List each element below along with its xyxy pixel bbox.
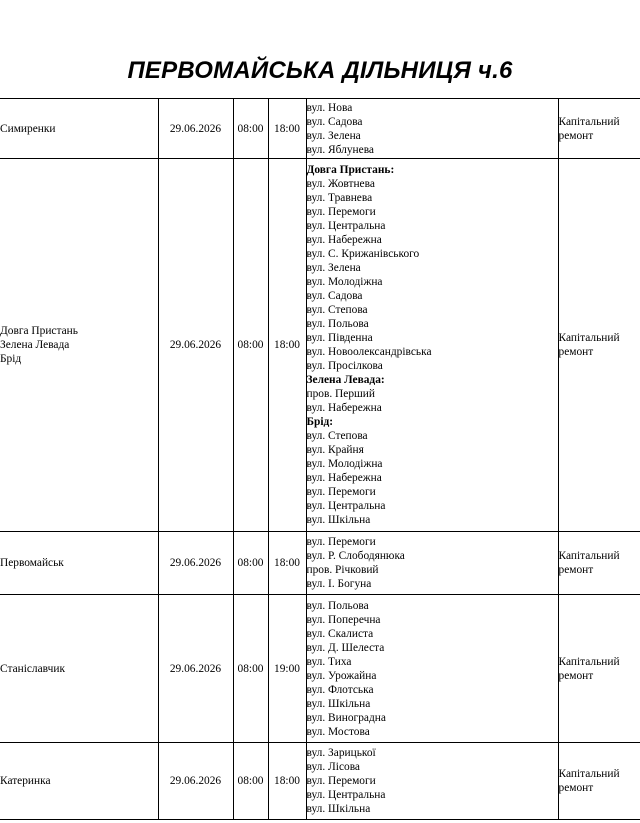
street-name: вул. Шкільна xyxy=(306,697,371,710)
work-type-cell xyxy=(558,532,640,595)
date-cell: 29.06.2026 xyxy=(158,159,233,532)
street-name: вул. Садова xyxy=(306,290,363,302)
work-type-text: ремонт xyxy=(558,129,594,142)
street-name: пров. Річковий xyxy=(306,564,379,576)
work-type-text: ремонт xyxy=(558,346,594,358)
village-cell xyxy=(0,532,158,595)
end-time-cell: 19:00 xyxy=(268,595,306,743)
street-name: вул. Травнева xyxy=(306,192,373,204)
end-time-cell: 18:00 xyxy=(268,743,306,820)
street-name: пров. Перший xyxy=(306,388,375,400)
street-name: вул. Набережна xyxy=(306,472,382,484)
streets-cell xyxy=(306,532,558,595)
village-name: Довга Пристань xyxy=(0,325,78,337)
streets-cell xyxy=(306,743,558,820)
street-name: вул. Центральна xyxy=(306,789,386,801)
locality-heading: Брід: xyxy=(306,416,334,428)
street-name: вул. Флотська xyxy=(306,683,374,696)
work-type-cell xyxy=(558,595,640,743)
village-name: Первомайськ xyxy=(0,557,64,569)
work-type-cell xyxy=(558,99,640,159)
street-name: вул. Молодіжна xyxy=(306,276,383,288)
work-type-text: Капітальний xyxy=(558,655,620,668)
work-type-cell xyxy=(558,159,640,532)
street-name: вул. Степова xyxy=(306,304,368,316)
street-name: вул. Новоолександрівська xyxy=(306,346,432,358)
street-name: вул. Польова xyxy=(306,599,369,612)
street-name: вул. Зелена xyxy=(306,129,361,142)
streets-cell xyxy=(306,595,558,743)
street-name: вул. Набережна xyxy=(306,402,382,414)
outage-schedule-table xyxy=(0,98,640,820)
street-name: вул. І. Богуна xyxy=(306,578,372,590)
village-name: Зелена Левада xyxy=(0,339,70,351)
street-name: вул. Центральна xyxy=(306,220,386,232)
street-name: вул. Степова xyxy=(306,430,368,442)
start-time-cell: 08:00 xyxy=(233,99,268,159)
work-type-text: Капітальний xyxy=(558,550,620,562)
start-time-cell: 08:00 xyxy=(233,595,268,743)
street-name: вул. Перемоги xyxy=(306,536,376,548)
date-cell: 29.06.2026 xyxy=(158,743,233,820)
street-name: вул. Крайня xyxy=(306,444,364,456)
village-name: Станіславчик xyxy=(0,662,65,675)
work-type-cell xyxy=(558,743,640,820)
street-name: вул. Виноградна xyxy=(306,711,386,724)
street-name: вул. Урожайна xyxy=(306,669,377,682)
street-name: вул. Лісова xyxy=(306,761,360,773)
street-name: вул. Мостова xyxy=(306,725,370,738)
village-cell xyxy=(0,595,158,743)
table-row xyxy=(0,595,640,743)
work-type-text: Капітальний xyxy=(558,115,620,128)
start-time-cell: 08:00 xyxy=(233,743,268,820)
street-name: вул. Шкільна xyxy=(306,514,371,526)
streets-cell xyxy=(306,159,558,532)
table-row xyxy=(0,532,640,595)
street-name: вул. Тиха xyxy=(306,655,352,668)
village-cell xyxy=(0,99,158,159)
street-name: вул. Д. Шелеста xyxy=(306,641,385,654)
start-time-cell: 08:00 xyxy=(233,532,268,595)
street-name: вул. Набережна xyxy=(306,234,382,246)
village-cell xyxy=(0,743,158,820)
date-cell: 29.06.2026 xyxy=(158,595,233,743)
locality-heading: Зелена Левада: xyxy=(306,374,385,386)
street-name: вул. Жовтнева xyxy=(306,178,375,190)
street-name: вул. Перемоги xyxy=(306,206,376,218)
street-name: вул. Південна xyxy=(306,332,373,344)
street-name: вул. Яблунева xyxy=(306,143,374,156)
table-row xyxy=(0,99,640,159)
street-name: вул. Поперечна xyxy=(306,613,381,626)
start-time-cell: 08:00 xyxy=(233,159,268,532)
table-row xyxy=(0,159,640,532)
village-cell xyxy=(0,159,158,532)
street-name: вул. Шкільна xyxy=(306,803,371,815)
work-type-text: ремонт xyxy=(558,782,594,794)
table-row xyxy=(0,743,640,820)
street-name: вул. С. Крижанівського xyxy=(306,248,420,260)
date-cell: 29.06.2026 xyxy=(158,532,233,595)
street-name: вул. Перемоги xyxy=(306,486,376,498)
streets-cell xyxy=(306,99,558,159)
street-name: вул. Центральна xyxy=(306,500,386,512)
work-type-text: ремонт xyxy=(558,564,594,576)
street-name: вул. Просілкова xyxy=(306,360,383,372)
date-cell: 29.06.2026 xyxy=(158,99,233,159)
street-name: вул. Зелена xyxy=(306,262,361,274)
street-name: вул. Садова xyxy=(306,115,363,128)
page-title: ПЕРВОМАЙСЬКА ДІЛЬНИЦЯ ч.6 xyxy=(127,57,513,84)
street-name: вул. Скалиста xyxy=(306,627,374,640)
village-name: Катеринка xyxy=(0,775,51,787)
work-type-text: Капітальний xyxy=(558,768,620,780)
end-time-cell: 18:00 xyxy=(268,159,306,532)
end-time-cell: 18:00 xyxy=(268,99,306,159)
work-type-text: Капітальний xyxy=(558,332,620,344)
street-name: вул. Перемоги xyxy=(306,775,376,787)
street-name: вул. Р. Слободянюка xyxy=(306,550,405,562)
locality-heading: Довга Пристань: xyxy=(306,164,395,176)
street-name: вул. Молодіжна xyxy=(306,458,383,470)
schedule-body xyxy=(0,99,640,820)
end-time-cell: 18:00 xyxy=(268,532,306,595)
street-name: вул. Нова xyxy=(306,101,353,114)
street-name: вул. Зарицької xyxy=(306,747,376,759)
village-name: Симиренки xyxy=(0,122,56,135)
work-type-text: ремонт xyxy=(558,669,594,682)
street-name: вул. Польова xyxy=(306,318,369,330)
village-name: Брід xyxy=(0,353,22,365)
